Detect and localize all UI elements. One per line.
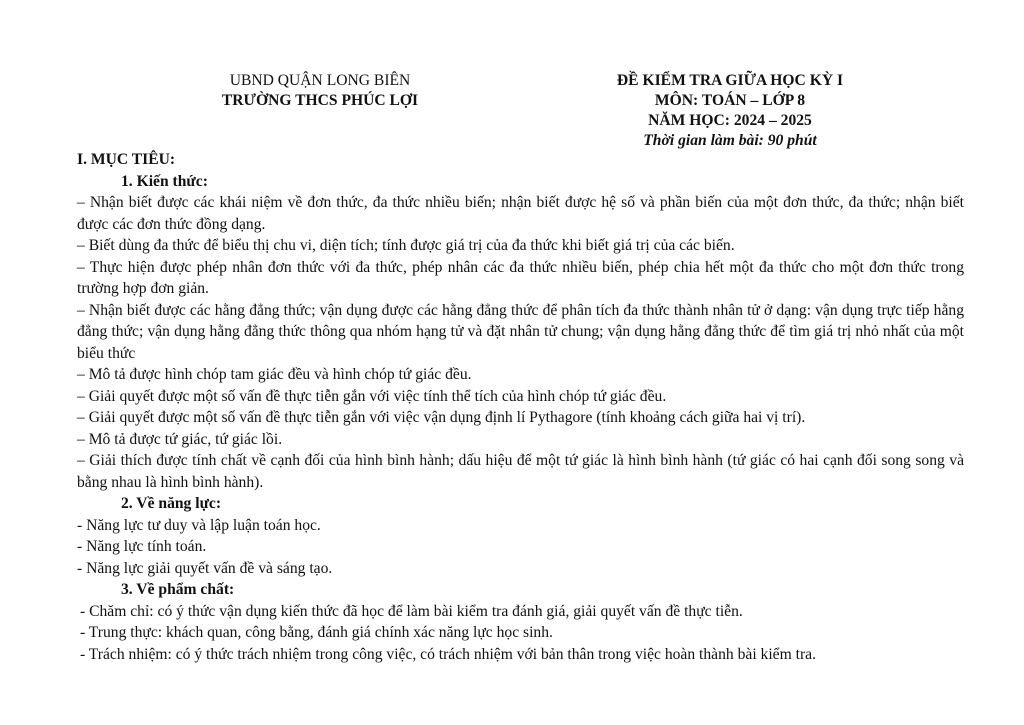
knowledge-item: – Mô tả được tứ giác, tứ giác lồi. — [77, 430, 283, 448]
knowledge-title: 1. Kiến thức: — [121, 172, 208, 190]
school-name: TRƯỜNG THCS PHÚC LỢI — [221, 92, 419, 109]
competence-item: - Năng lực tư duy và lập luận toán học. — [77, 516, 321, 534]
qualities-item: - Trung thực: khách quan, công bằng, đánh giá chính xác năng lực học sinh. — [80, 624, 553, 641]
section-title: I. MỤC TIÊU: — [77, 151, 176, 168]
qualities-item: - Chăm chỉ: có ý thức vận dụng kiến thức đã học để làm bài kiểm tra đánh giá, giải quyết vấn đề thực tiễn. — [80, 602, 743, 620]
district-name: UBND QUẬN LONG BIÊN — [229, 72, 411, 89]
objectives-section — [77, 149, 964, 665]
subject-grade: MÔN: TOÁN – LỚP 8 — [654, 92, 806, 109]
knowledge-item: – Giải quyết được một số vấn đề thực tiễn gắn với việc tính thể tích của hình chóp tứ giác đều. — [77, 387, 667, 405]
qualities-item: - Trách nhiệm: có ý thức trách nhiệm trong công việc, có trách nhiệm với bản thân trong việc hoàn thành bài kiểm tra. — [80, 645, 816, 663]
knowledge-item: – Giải thích được tính chất về cạnh đối của hình bình hành; dấu hiệu để một tứ giác là hình bình hành (tứ giác có hai cạnh đối song song và bằng nhau là hình bình hành). — [77, 452, 964, 491]
time-limit: Thời gian làm bài: 90 phút — [643, 132, 817, 149]
exam-title: ĐỀ KIỂM TRA GIỮA HỌC KỲ I — [616, 72, 844, 89]
knowledge-item: – Mô tả được hình chóp tam giác đều và hình chóp tứ giác đều. — [77, 366, 472, 383]
competence-item: - Năng lực tính toán. — [77, 538, 207, 555]
school-year: NĂM HỌC: 2024 – 2025 — [648, 112, 812, 129]
qualities-title: 3. Về phẩm chất: — [121, 581, 235, 598]
knowledge-item: – Nhận biết được các khái niệm về đơn thức, đa thức nhiều biến; nhận biết được hệ số và phần biến của một đơn thức, đa thức; nhận biết được các đơn thức đồng dạng. — [77, 194, 964, 233]
header-left — [175, 71, 465, 111]
knowledge-item: – Biết dùng đa thức để biểu thị chu vi, diện tích; tính được giá trị của đa thức khi biết giá trị của các biến. — [77, 237, 735, 254]
header-right — [565, 71, 895, 151]
knowledge-item: – Giải quyết được một số vấn đề thực tiễn gắn với việc vận dụng định lí Pythagore (tính khoảng cách giữa hai vị trí). — [77, 409, 806, 426]
competence-item: - Năng lực giải quyết vấn đề và sáng tạo. — [77, 559, 333, 577]
knowledge-item: – Thực hiện được phép nhân đơn thức với đa thức, phép nhân các đa thức nhiều biến, phép chia hết một đa thức cho một đơn thức trong trường hợp đơn giản. — [77, 258, 964, 297]
competence-title: 2. Về năng lực: — [121, 495, 222, 512]
knowledge-item: – Nhận biết được các hằng đẳng thức; vận dụng được các hằng đẳng thức để phân tích đa thức thành nhân tử ở dạng: vận dụng trực tiếp hằng đẳng thức; vận dụng hằng đẳng thức thông qua nhóm hạng tử và đặt nhân tử chung; vận dụng hằng đẳng thức để tìm giá trị nhỏ nhất của một biểu thức — [77, 301, 964, 362]
